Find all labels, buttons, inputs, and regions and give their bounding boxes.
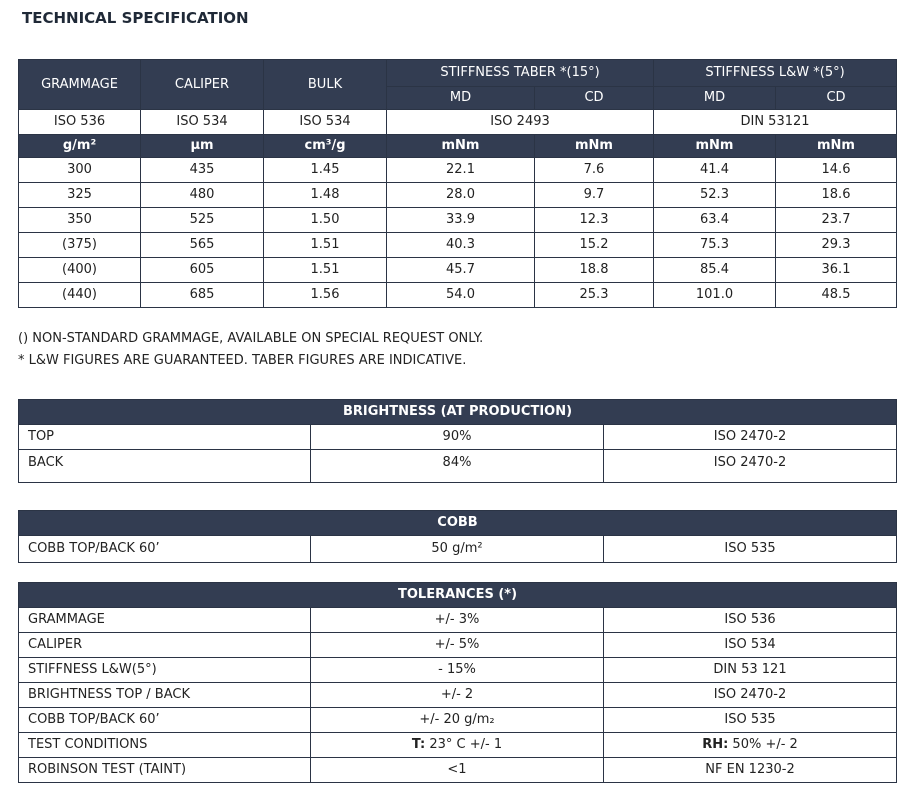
tolerance-label: TEST CONDITIONS <box>19 733 311 758</box>
tolerance-value: +/- 3% <box>311 608 604 633</box>
cell-bulk: 1.45 <box>264 158 387 183</box>
test-temperature <box>311 733 604 758</box>
cell-lw-md: 75.3 <box>654 233 776 258</box>
cell-taber-md: 28.0 <box>387 183 535 208</box>
cell-taber-md: 22.1 <box>387 158 535 183</box>
header-taber-md: MD <box>387 87 535 110</box>
brightness-value: 84% <box>311 450 604 483</box>
cell-bulk: 1.51 <box>264 233 387 258</box>
cell-taber-cd: 9.7 <box>535 183 654 208</box>
humidity-value: 50% +/- 2 <box>728 737 798 752</box>
table-row <box>19 536 897 563</box>
cell-lw-md: 52.3 <box>654 183 776 208</box>
tolerance-value: +/- 2 <box>311 683 604 708</box>
tolerances-header: TOLERANCES (*) <box>19 583 897 608</box>
unit-cell: mNm <box>535 135 654 158</box>
standard-bulk: ISO 534 <box>264 110 387 135</box>
cell-caliper: 565 <box>141 233 264 258</box>
unit-cell: mNm <box>387 135 535 158</box>
cell-lw-md: 63.4 <box>654 208 776 233</box>
table-row <box>19 208 897 233</box>
cell-taber-md: 45.7 <box>387 258 535 283</box>
tolerance-value: <1 <box>311 758 604 783</box>
cell-bulk: 1.51 <box>264 258 387 283</box>
cell-grammage: 350 <box>19 208 141 233</box>
tolerance-standard: NF EN 1230-2 <box>604 758 897 783</box>
cell-grammage: (400) <box>19 258 141 283</box>
table-row <box>19 658 897 683</box>
cell-taber-cd: 18.8 <box>535 258 654 283</box>
header-taber-cd: CD <box>535 87 654 110</box>
cell-caliper: 480 <box>141 183 264 208</box>
cell-grammage: (375) <box>19 233 141 258</box>
cell-caliper: 605 <box>141 258 264 283</box>
header-caliper: CALIPER <box>141 60 264 110</box>
cell-lw-cd: 14.6 <box>776 158 897 183</box>
cell-lw-cd: 23.7 <box>776 208 897 233</box>
tolerance-label: ROBINSON TEST (TAINT) <box>19 758 311 783</box>
brightness-value: 90% <box>311 425 604 450</box>
cobb-table <box>18 510 897 563</box>
tolerance-label: GRAMMAGE <box>19 608 311 633</box>
test-humidity <box>604 733 897 758</box>
cobb-value: 50 g/m² <box>311 536 604 563</box>
tolerance-label: CALIPER <box>19 633 311 658</box>
header-lw-md: MD <box>654 87 776 110</box>
cell-taber-md: 33.9 <box>387 208 535 233</box>
units-row <box>19 135 897 158</box>
brightness-label: BACK <box>19 450 311 483</box>
unit-cell: g/m² <box>19 135 141 158</box>
table-row <box>19 158 897 183</box>
standards-row <box>19 110 897 135</box>
cell-lw-md: 101.0 <box>654 283 776 308</box>
cell-taber-cd: 12.3 <box>535 208 654 233</box>
header-stiffness-taber: STIFFNESS TABER *(15°) <box>387 60 654 87</box>
cell-grammage: 300 <box>19 158 141 183</box>
tolerance-value: +/- 20 g/m₂ <box>311 708 604 733</box>
cell-bulk: 1.50 <box>264 208 387 233</box>
cell-taber-md: 54.0 <box>387 283 535 308</box>
cell-lw-cd: 29.3 <box>776 233 897 258</box>
table-row <box>19 708 897 733</box>
note-non-standard-grammage: () NON-STANDARD GRAMMAGE, AVAILABLE ON SPECIAL REQUEST ONLY. <box>18 331 484 346</box>
cell-taber-md: 40.3 <box>387 233 535 258</box>
cell-lw-md: 85.4 <box>654 258 776 283</box>
table-row <box>19 233 897 258</box>
cell-lw-cd: 18.6 <box>776 183 897 208</box>
tolerance-label: BRIGHTNESS TOP / BACK <box>19 683 311 708</box>
tolerance-standard: ISO 535 <box>604 708 897 733</box>
cell-lw-md: 41.4 <box>654 158 776 183</box>
cell-lw-cd: 48.5 <box>776 283 897 308</box>
header-stiffness-lw: STIFFNESS L&W *(5°) <box>654 60 897 87</box>
brightness-header: BRIGHTNESS (AT PRODUCTION) <box>19 400 897 425</box>
unit-cell: µm <box>141 135 264 158</box>
table-row <box>19 283 897 308</box>
tolerances-table <box>18 582 897 783</box>
note-lw-guaranteed: * L&W FIGURES ARE GUARANTEED. TABER FIGURES ARE INDICATIVE. <box>18 353 467 368</box>
tolerance-label: STIFFNESS L&W(5°) <box>19 658 311 683</box>
table-row <box>19 733 897 758</box>
unit-cell: mNm <box>776 135 897 158</box>
cobb-label: COBB TOP/BACK 60’ <box>19 536 311 563</box>
header-grammage: GRAMMAGE <box>19 60 141 110</box>
standard-grammage: ISO 536 <box>19 110 141 135</box>
brightness-label: TOP <box>19 425 311 450</box>
cell-grammage: 325 <box>19 183 141 208</box>
cell-grammage: (440) <box>19 283 141 308</box>
tolerance-value: +/- 5% <box>311 633 604 658</box>
unit-cell: mNm <box>654 135 776 158</box>
table-row <box>19 608 897 633</box>
table-row <box>19 258 897 283</box>
tolerance-label: COBB TOP/BACK 60’ <box>19 708 311 733</box>
tolerance-value: - 15% <box>311 658 604 683</box>
humidity-prefix: RH: <box>702 737 729 752</box>
cobb-standard: ISO 535 <box>604 536 897 563</box>
table-row <box>19 425 897 450</box>
header-bulk: BULK <box>264 60 387 110</box>
temperature-prefix: T: <box>411 737 426 752</box>
table-row <box>19 183 897 208</box>
cell-taber-cd: 25.3 <box>535 283 654 308</box>
table-row <box>19 450 897 483</box>
cell-caliper: 685 <box>141 283 264 308</box>
footnotes <box>18 328 483 372</box>
table-row <box>19 683 897 708</box>
tolerance-standard: ISO 2470-2 <box>604 683 897 708</box>
header-lw-cd: CD <box>776 87 897 110</box>
brightness-table <box>18 399 897 483</box>
cell-lw-cd: 36.1 <box>776 258 897 283</box>
cell-bulk: 1.56 <box>264 283 387 308</box>
tolerance-standard: DIN 53 121 <box>604 658 897 683</box>
standard-taber: ISO 2493 <box>387 110 654 135</box>
cell-caliper: 435 <box>141 158 264 183</box>
cell-taber-cd: 7.6 <box>535 158 654 183</box>
page-title: TECHNICAL SPECIFICATION <box>22 9 249 27</box>
cell-caliper: 525 <box>141 208 264 233</box>
tolerance-standard: ISO 534 <box>604 633 897 658</box>
cell-bulk: 1.48 <box>264 183 387 208</box>
table-row <box>19 633 897 658</box>
tolerance-standard: ISO 536 <box>604 608 897 633</box>
spec-table <box>18 59 897 308</box>
cell-taber-cd: 15.2 <box>535 233 654 258</box>
unit-cell: cm³/g <box>264 135 387 158</box>
standard-caliper: ISO 534 <box>141 110 264 135</box>
brightness-standard: ISO 2470-2 <box>604 450 897 483</box>
standard-lw: DIN 53121 <box>654 110 897 135</box>
brightness-standard: ISO 2470-2 <box>604 425 897 450</box>
table-row <box>19 758 897 783</box>
temperature-value: 23° C +/- 1 <box>425 737 503 752</box>
cobb-header: COBB <box>19 511 897 536</box>
